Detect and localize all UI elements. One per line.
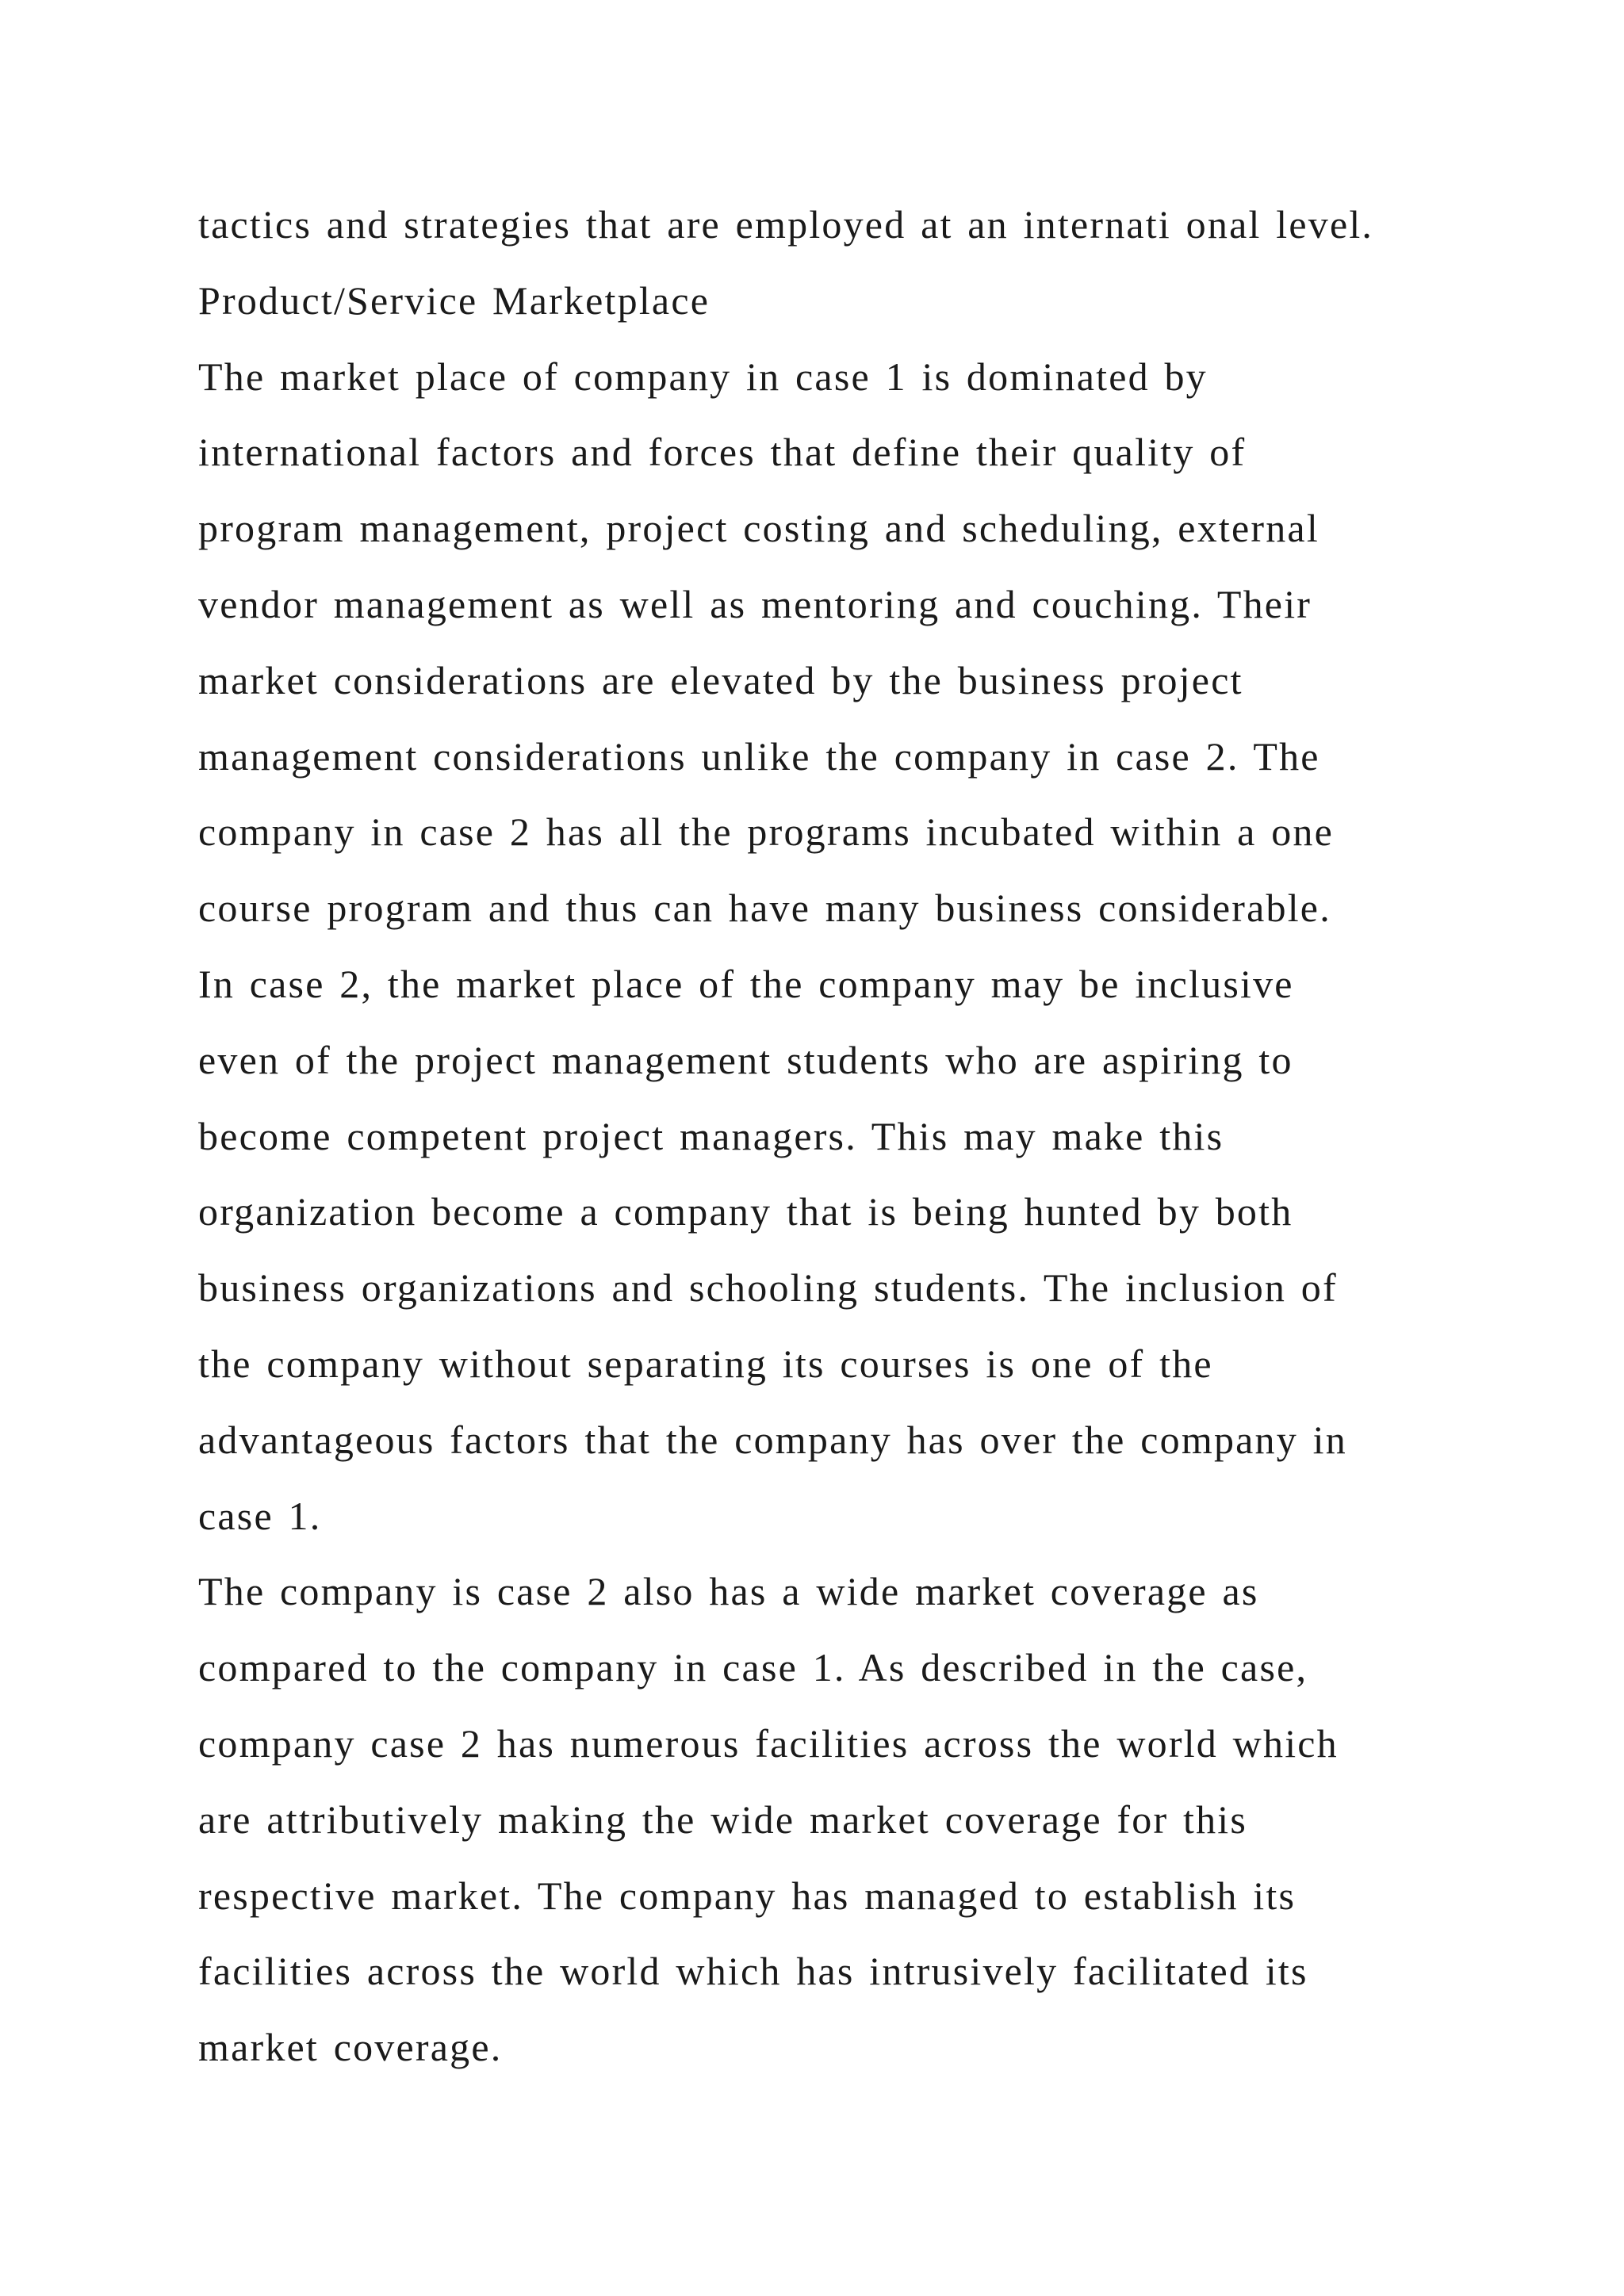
- text-line: vendor management as well as mentoring and couching. Their: [198, 581, 1312, 626]
- text-line: The market place of company in case 1 is dominated by: [198, 354, 1208, 399]
- body-text: [198, 187, 1530, 2086]
- text-line: program management, project costing and scheduling, external: [198, 506, 1320, 551]
- text-line: tactics and strategies that are employed at an internati onal level.: [198, 202, 1374, 247]
- text-line: business organizations and schooling students. The inclusion of: [198, 1265, 1338, 1311]
- text-line: market coverage.: [198, 2025, 503, 2070]
- text-line: even of the project management students who are aspiring to: [198, 1037, 1293, 1082]
- text-line: respective market. The company has managed to establish its: [198, 1873, 1297, 1918]
- text-line: The company is case 2 also has a wide market coverage as: [198, 1569, 1259, 1614]
- text-line: become competent project managers. This may make this: [198, 1113, 1224, 1158]
- text-line: case 1.: [198, 1493, 322, 1538]
- text-line: management considerations unlike the company in case 2. The: [198, 733, 1320, 779]
- text-line: company case 2 has numerous facilities across the world which: [198, 1720, 1339, 1766]
- text-line: advantageous factors that the company has over the company in: [198, 1417, 1347, 1462]
- text-line: facilities across the world which has intrusively facilitated its: [198, 1949, 1308, 1994]
- text-line: the company without separating its courses is one of the: [198, 1341, 1213, 1386]
- text-line: are attributively making the wide market coverage for this: [198, 1797, 1248, 1842]
- text-line: compared to the company in case 1. As described in the case,: [198, 1645, 1308, 1690]
- text-line: course program and thus can have many business considerable.: [198, 886, 1331, 931]
- text-line: market considerations are elevated by the business project: [198, 657, 1243, 702]
- text-line: company in case 2 has all the programs incubated within a one: [198, 809, 1334, 855]
- section-heading: Product/Service Marketplace: [198, 277, 710, 323]
- text-line: international factors and forces that define their quality of: [198, 430, 1247, 475]
- text-line: organization become a company that is being hunted by both: [198, 1189, 1293, 1234]
- text-line: In case 2, the market place of the company may be inclusive: [198, 961, 1294, 1006]
